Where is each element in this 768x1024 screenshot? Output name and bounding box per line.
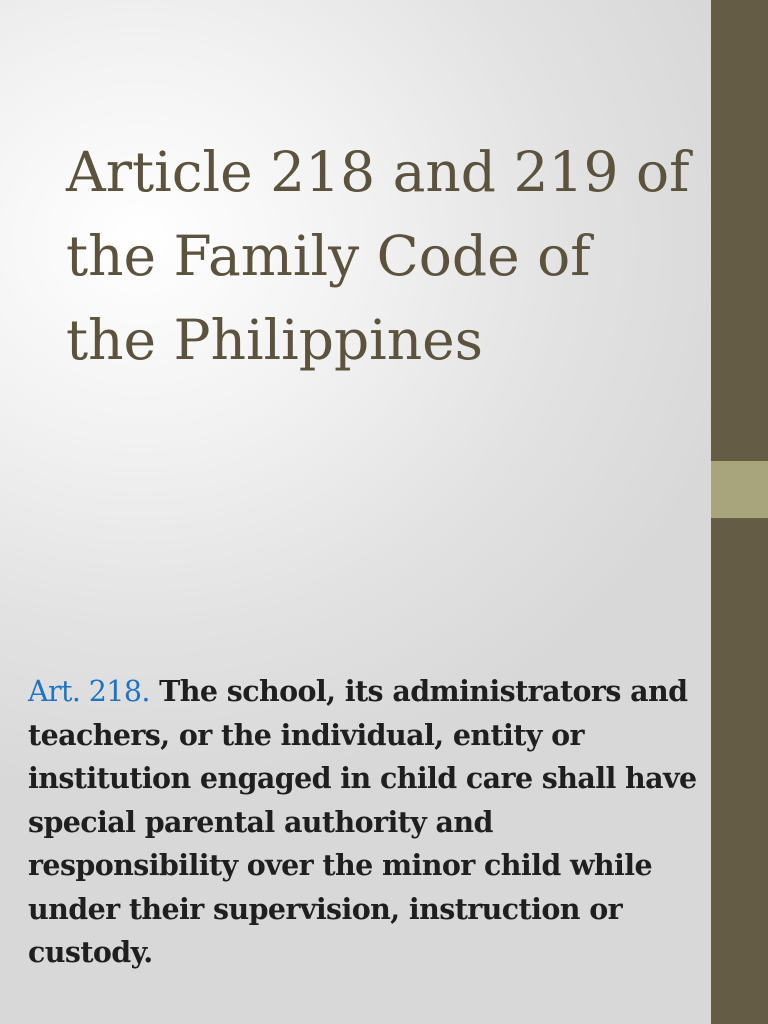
side-bar-accent (711, 461, 768, 518)
slide-title: Article 218 and 219 of the Family Code of the Philippines (66, 140, 690, 372)
article-label: Art. 218. (28, 675, 150, 708)
article-text: The school, its administrators and teachers, or the individual, entity or institution engaged in child care shall have special parental authority and responsibility over the minor child while under their supervision, instruction or custody. (28, 674, 697, 969)
article-paragraph (28, 670, 698, 975)
